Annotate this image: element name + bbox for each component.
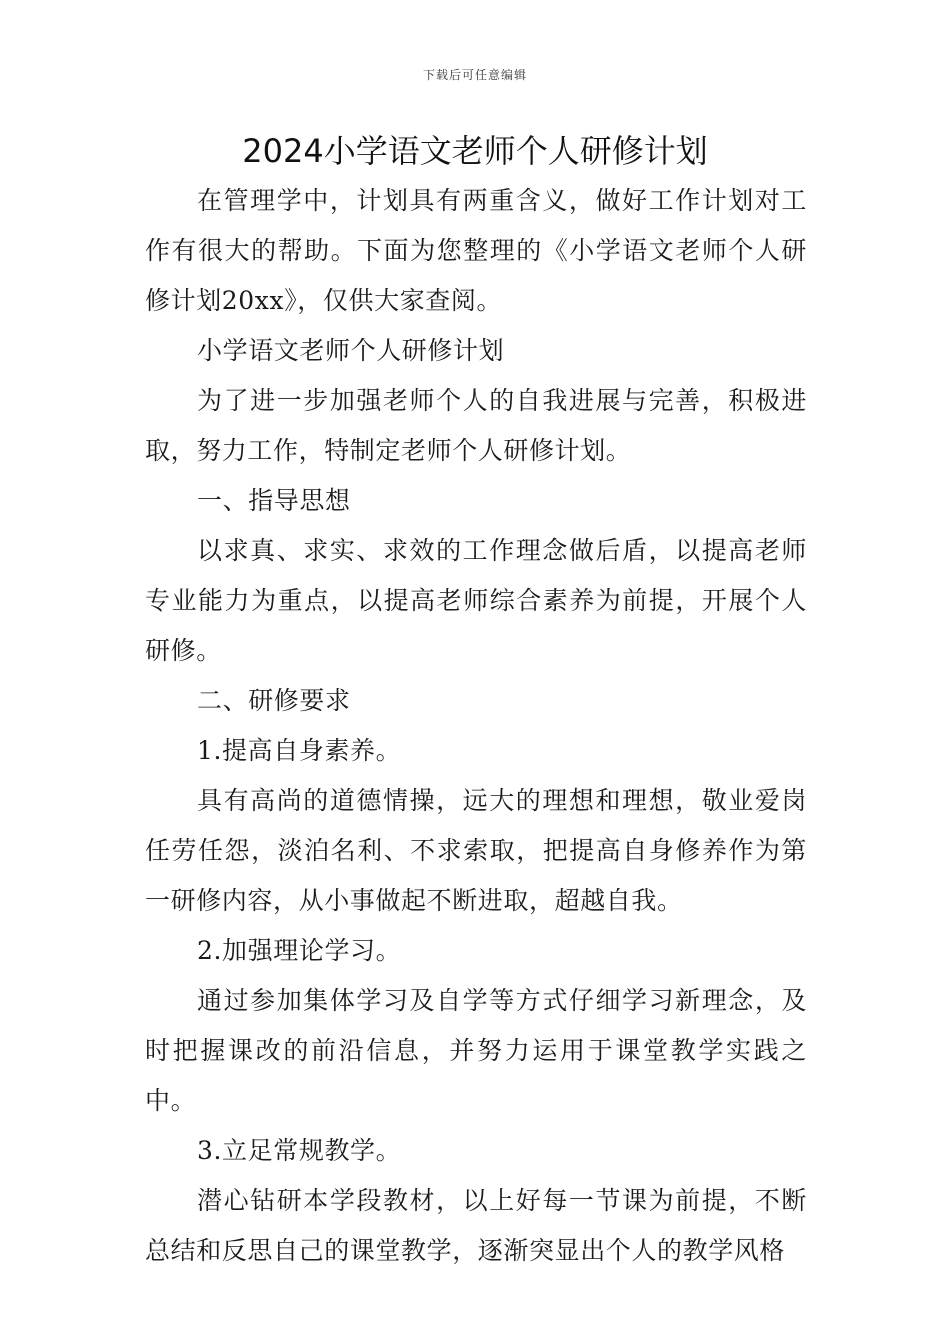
- paragraph-guiding-thought: 以求真、求实、求效的工作理念做后盾，以提高老师专业能力为重点，以提高老师综合素养为前提，开展个人研修。: [145, 536, 807, 665]
- section-heading-requirements: 二、研修要求: [197, 686, 351, 715]
- header-note: 下载后可任意编辑: [422, 68, 527, 82]
- paragraph-intro: 在管理学中，计划具有两重含义，做好工作计划对工作有很大的帮助。下面为您整理的《小学语文老师个人研修计划20xx》，仅供大家查阅。: [145, 186, 807, 315]
- paragraph-item-3: 潜心钻研本学段教材，以上好每一节课为前提，不断总结和反思自己的课堂教学，逐渐突显出个人的教学风格: [145, 1186, 807, 1265]
- paragraph-subtitle: 小学语文老师个人研修计划: [197, 336, 505, 365]
- section-heading-guiding-thought: 一、指导思想: [197, 486, 351, 515]
- paragraph-item-1: 具有高尚的道德情操，远大的理想和理想，敬业爱岗任劳任怨，淡泊名利、不求索取，把提高自身修养作为第一研修内容，从小事做起不断进取，超越自我。: [145, 786, 807, 915]
- paragraph-item-2: 通过参加集体学习及自学等方式仔细学习新理念，及时把握课改的前沿信息，并努力运用于课堂教学实践之中。: [145, 986, 807, 1115]
- document-body: [145, 176, 807, 1276]
- document-title: 2024小学语文老师个人研修计划: [242, 132, 708, 170]
- item-heading-1: 1.提高自身素养。: [197, 736, 402, 765]
- item-heading-3: 3.立足常规教学。: [197, 1136, 402, 1165]
- paragraph-purpose: 为了进一步加强老师个人的自我进展与完善，积极进取，努力工作，特制定老师个人研修计划。: [145, 386, 807, 465]
- item-heading-2: 2.加强理论学习。: [197, 936, 402, 965]
